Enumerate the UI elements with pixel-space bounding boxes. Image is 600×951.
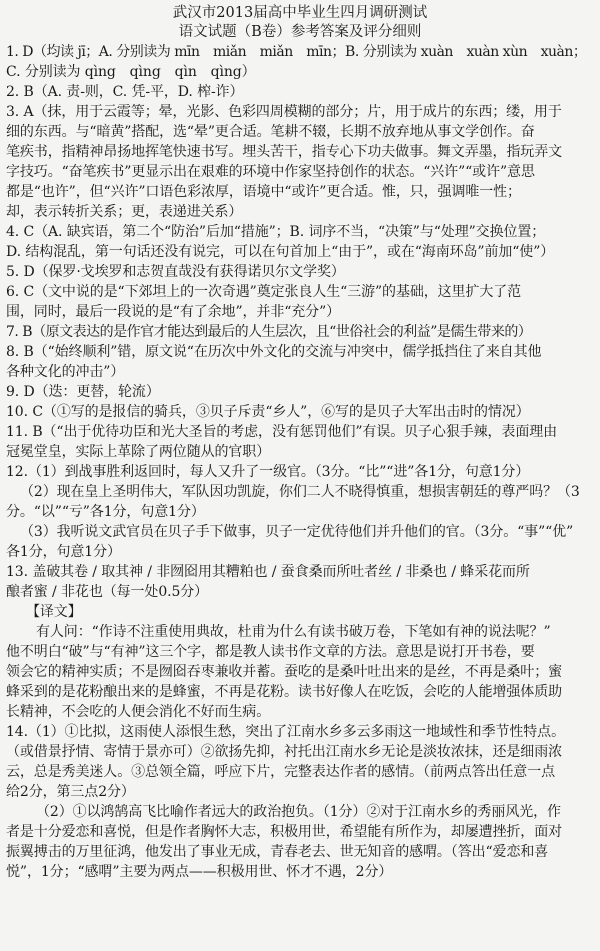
answer-line: 细的东西。与“暗黄”搭配，选“晕”更合适。笔耕不辍，长期不放弃地从事文学创作。奋 <box>6 124 535 140</box>
answer-line: 3. A（抹，用于云霞等；晕，光影、色彩四周模糊的部分；片，用于成片的东西；缕，用于 <box>6 104 562 120</box>
answer-line: 11. B（“出于优待功臣和光大圣旨的考虑，没有惩罚他们”有误。贝子心狠手辣，表面理由 <box>6 424 558 440</box>
translation-heading: 【译文】 <box>26 604 82 620</box>
answer-line: 各1分，句意1分） <box>6 544 121 560</box>
answer-line: 1. D（均读 jī；A. 分别读为 mīn miǎn miǎn mīn；B. 分别读为 xuàn xuàn xùn xuàn； <box>6 44 587 60</box>
document-subtitle: 语文试题（B卷）参考答案及评分细则 <box>178 24 422 40</box>
answer-line: 字技巧。“奋笔疾书”更显示出在艰难的环境中作家坚持创作的状态。“兴许”“或许”意思 <box>6 164 535 180</box>
document-title: 武汉市2013届高中毕业生四月调研测试 <box>172 5 428 21</box>
answer-line: 12.（1）到战事胜利返回时，每人又升了一级官。（3分。“比”“进”各1分，句意1分） <box>6 464 530 480</box>
answer-line: 13. 盖破其卷 / 取其神 / 非囫囵用其糟粕也 / 蚕食桑而所吐者丝 / 非桑也 / 蜂采花而所 <box>6 564 530 580</box>
answer-line: 却，表示转折关系；更，表递进关系） <box>6 204 243 220</box>
answer-line: 都是“也许”，但“兴许”口语色彩浓厚，语境中“或许”更合适。惟，只，强调唯一性； <box>6 184 521 200</box>
answer-line: 5. D（保罗·戈埃罗和志贺直哉没有获得诺贝尔文学奖） <box>6 264 345 280</box>
answer-line: 给2分，第三点2分） <box>6 784 135 800</box>
answer-line: （2）①以鸿鹄高飞比喻作者远大的政治抱负。（1分）②对于江南水乡的秀丽风光，作 <box>36 804 561 820</box>
answer-line: （或借景抒情、寄情于景亦可）②欲扬先抑，衬托出江南水乡无论是淡妆浓抹，还是细雨浓 <box>6 744 562 760</box>
answer-line: 冠冕堂皇，实际上革除了两位随从的官职） <box>6 444 271 460</box>
answer-line: 分。“以”“亏”各1分，句意1分） <box>6 504 205 520</box>
answer-line: 9. D（迭：更替，轮流） <box>6 384 160 400</box>
answer-line: 云，总是秀美迷人。③总领全篇，呼应下片，完整表达作者的感情。（前两点答出任意一点 <box>6 764 555 780</box>
answer-line: 笔疾书，指精神昂扬地挥笔快速书写。埋头苦干，指专心下功夫做事。舞文弄墨，指玩弄文 <box>6 144 562 160</box>
answer-line: 4. C（A. 缺宾语，第二个“防治”后加“措施”；B. 词序不当，“决策”与“处理”交换位置； <box>6 224 546 240</box>
answer-line: 有人问：“作诗不注重使用典故，杜甫为什么有读书破万卷，下笔如有神的说法呢？” <box>36 624 551 640</box>
answer-line: 2. B（A. 责-则，C. 凭-平，D. 榨-诈） <box>6 84 244 100</box>
answer-line: （2）现在皇上圣明伟大，军队因功凯旋，你们二人不晓得慎重，想损害朝廷的尊严吗？（3 <box>20 484 580 500</box>
answer-line: 振翼搏击的万里征鸿，他发出了事业无成，青春老去、世无知音的感喟。（答出“爱恋和喜 <box>6 844 549 860</box>
answer-line: （3）我听说文武官员在贝子手下做事，贝子一定优待他们并升他们的官。（3分。“事”“优” <box>20 524 574 540</box>
answer-line: 酿者蜜 / 非花也（每一处0.5分） <box>6 584 209 600</box>
answer-line: 领会它的精神实质；不是囫囵吞枣兼收并蓄。蚕吃的是桑叶吐出来的是丝，不再是桑叶；蜜 <box>6 664 562 680</box>
answer-line: 8. B（“始终顺利”错，原文说“在历次中外文化的交流与冲突中，儒学抵挡住了来自其他 <box>6 344 542 360</box>
answer-line: D. 结构混乱，第一句话还没有说完，可以在句首加上“由于”，或在“海南环岛”前加“使”） <box>6 244 555 260</box>
answer-line: 他不明白“破”与“有神”这三个字，都是教人读书作文章的方法。意思是说打开书卷，要 <box>6 644 535 660</box>
answer-line: 长精神，不会吃的人便会消化不好而生病。 <box>6 704 271 720</box>
answer-line: 10. C（①写的是报信的骑兵，③贝子斥责“乡人”，⑥写的是贝子大军出击时的情况） <box>6 404 530 420</box>
answer-line: C. 分别读为 qìng qìng qìn qìng） <box>6 64 256 80</box>
answer-line: 悦”，1分；“感喟”主要为两点——积极用世、怀才不遇，2分） <box>6 864 393 880</box>
answer-line: 蜂采到的是花粉酿出来的是蜂蜜，不再是花粉。读书好像人在吃饭，会吃的人能增强体质助 <box>6 684 562 700</box>
answer-line: 各种文化的冲击”） <box>6 364 125 380</box>
answer-line: 7. B（原文表达的是作官才能达到最后的人生层次，且“世俗社会的利益”是儒生带来的） <box>6 324 532 340</box>
answer-line: 者是十分爱恋和喜悦，但是作者胸怀大志，积极用世，希望能有所作为，却屡遭挫折，面对 <box>6 824 562 840</box>
answer-line: 14.（1）①比拟，这雨使人添恨生愁，突出了江南水乡多云多雨这一地域性和季节性特点。 <box>6 724 565 740</box>
answer-line: 6. C（文中说的是“下郊坦上的一次奇遇”奠定张良人生“三游”的基础，这里扩大了范 <box>6 284 522 300</box>
answer-line: 围，同时，最后一段说的是“有了余地”，并非“充分”） <box>6 304 341 320</box>
